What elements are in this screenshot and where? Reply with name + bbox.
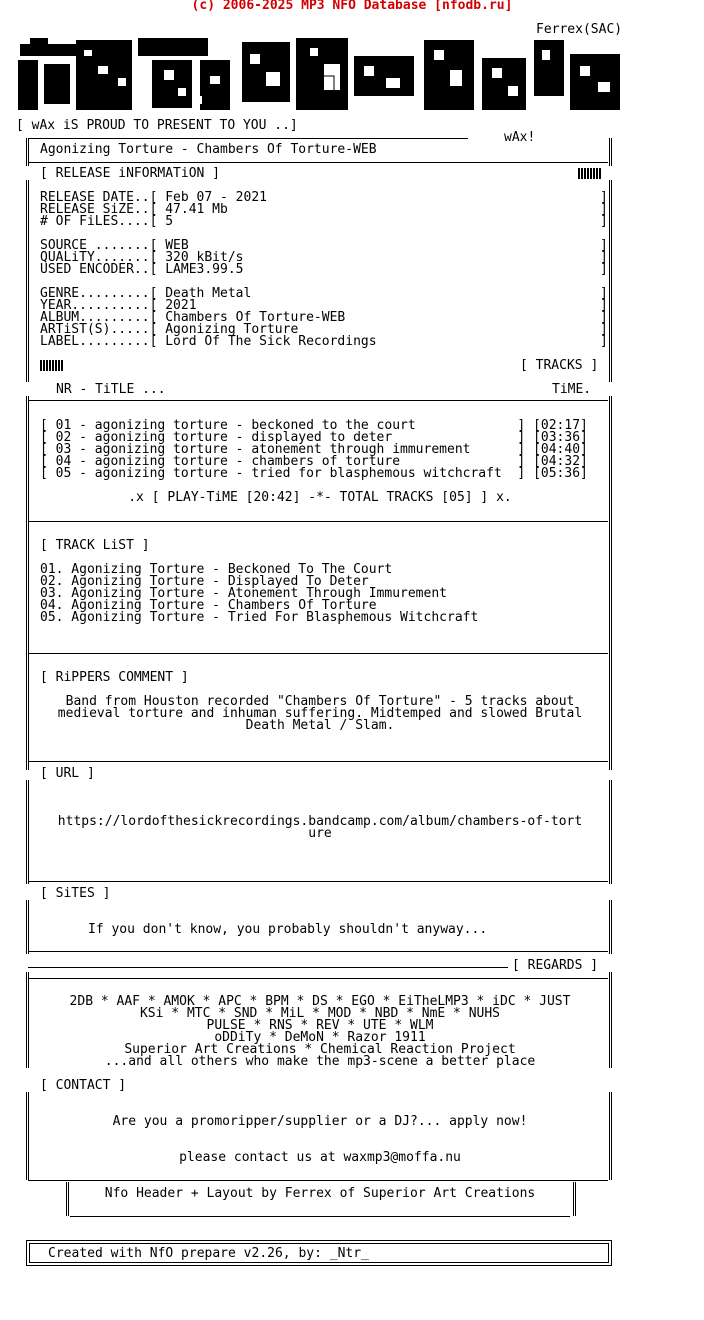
track-row: [ 03 - agonizing torture - atonement through immurement ] [04:40] — [40, 442, 588, 457]
tracks-heading: [ TRACKS ] — [520, 358, 599, 373]
playtime-summary: .x [ PLAY-TiME [20:42] -*- TOTAL TRACKS [05] ] x. — [128, 490, 512, 505]
sites-text: If you don't know, you probably shouldn't anyway... — [88, 922, 488, 937]
nfodb-credit: (c) 2006-2025 MP3 NFO Database [nfodb.ru] — [191, 0, 513, 13]
info-source: SOURCE .......[ WEB — [40, 238, 189, 253]
track-row: [ 04 - agonizing torture - chambers of torture ] [04:32] — [40, 454, 588, 469]
contact-email[interactable]: please contact us at waxmp3@moffa.nu — [179, 1150, 461, 1165]
divider — [28, 951, 608, 952]
greetings-line: PULSE * RNS * REV * UTE * WLM — [206, 1018, 434, 1033]
comment-heading: [ RiPPERS COMMENT ] — [40, 670, 189, 685]
layout-credit: Nfo Header + Layout by Ferrex of Superior Art Creations — [104, 1186, 536, 1201]
info-release-size: RELEASE SiZE..[ 47.41 Mb — [40, 202, 228, 217]
greetings-line: Superior Art Creations * Chemical Reaction Project — [124, 1042, 516, 1057]
track-list-heading: [ TRACK LiST ] — [40, 538, 150, 553]
divider — [28, 162, 608, 163]
divider — [28, 881, 608, 882]
info-label: LABEL.........[ Lord Of The Sick Recordings — [40, 334, 377, 349]
release-title: Agonizing Torture - Chambers Of Torture-WEB — [40, 142, 377, 157]
apply-text: Are you a promoripper/supplier or a DJ?... apply now! — [112, 1114, 528, 1129]
contact-heading: [ CONTACT ] — [40, 1078, 127, 1093]
shade-bar — [578, 168, 602, 179]
shade-bar — [40, 360, 64, 371]
bracket-column: ] ] ] ] ] ] ] ] ] ] ] — [600, 190, 608, 349]
list-item: 01. Agonizing Torture - Beckoned To The Court — [40, 562, 393, 577]
info-year: YEAR..........[ 2021 — [40, 298, 197, 313]
divider — [28, 138, 468, 139]
artist-signature: Ferrex(SAC) — [536, 22, 623, 37]
info-genre: GENRE.........[ Death Metal — [40, 286, 252, 301]
divider — [70, 1216, 570, 1217]
greetings-line: KSi * MTC * SND * MiL * MOD * NBD * NmE * NUHS — [139, 1006, 501, 1021]
track-row: [ 02 - agonizing torture - displayed to deter ] [03:36] — [40, 430, 588, 445]
info-quality: QUALiTY.......[ 320 kBit/s — [40, 250, 244, 265]
greetings-line: 2DB * AAF * AMOK * APC * BPM * DS * EGO * EiTheLMP3 * iDC * JUST — [69, 994, 571, 1009]
divider — [28, 978, 608, 979]
sites-heading: [ SiTES ] — [40, 886, 111, 901]
album-url[interactable]: https://lordofthesickrecordings.bandcamp.com/album/chambers-of-tort — [57, 814, 583, 829]
info-artist: ARTiST(S).....[ Agonizing Torture — [40, 322, 299, 337]
info-release-date: RELEASE DATE..[ Feb 07 - 2021 — [40, 190, 267, 205]
group-signature: wAx! — [504, 130, 536, 145]
tracks-col-title: NR - TiTLE ... — [56, 382, 166, 397]
url-heading: [ URL ] — [40, 766, 95, 781]
album-url-wrap[interactable]: ure — [308, 826, 332, 841]
divider — [28, 653, 608, 654]
divider — [28, 761, 608, 762]
divider — [28, 400, 608, 401]
present-banner: [ wAx iS PROUD TO PRESENT TO YOU ..] — [16, 118, 298, 133]
comment-line: Band from Houston recorded "Chambers Of Torture" - 5 tracks about — [65, 694, 575, 709]
contact-box — [26, 1092, 612, 1180]
list-item: 04. Agonizing Torture - Chambers Of Torture — [40, 598, 377, 613]
divider — [28, 521, 608, 522]
list-item: 02. Agonizing Torture - Displayed To Deter — [40, 574, 369, 589]
release-info-heading: [ RELEASE iNFORMATiON ] — [40, 166, 221, 181]
info-file-count: # OF FiLES....[ 5 — [40, 214, 174, 229]
track-row: [ 01 - agonizing torture - beckoned to the court ] [02:17] — [40, 418, 588, 433]
info-encoder: USED ENCODER..[ LAME3.99.5 — [40, 262, 244, 277]
track-row: [ 05 - agonizing torture - tried for blasphemous witchcraft ] [05:36] — [40, 466, 588, 481]
created-with: Created with NfO prepare v2.26, by: _Ntr_ — [48, 1246, 369, 1261]
info-album: ALBUM.........[ Chambers Of Torture-WEB — [40, 310, 346, 325]
divider — [28, 1180, 608, 1181]
greetings-line: ...and all others who make the mp3-scene a better place — [104, 1054, 536, 1069]
wax-block-logo — [14, 36, 624, 116]
comment-line: Death Metal / Slam. — [245, 718, 395, 733]
greetings-line: oDDiTy * DeMoN * Razor 1911 — [214, 1030, 426, 1045]
regards-heading: [ REGARDS ] — [512, 958, 599, 973]
tracks-col-time: TiME. — [552, 382, 592, 397]
comment-line: medieval torture and inhuman suffering. Midtemped and slowed Brutal — [57, 706, 583, 721]
list-item: 05. Agonizing Torture - Tried For Blasphemous Witchcraft — [40, 610, 479, 625]
list-item: 03. Agonizing Torture - Atonement Through Immurement — [40, 586, 447, 601]
divider — [28, 967, 508, 968]
